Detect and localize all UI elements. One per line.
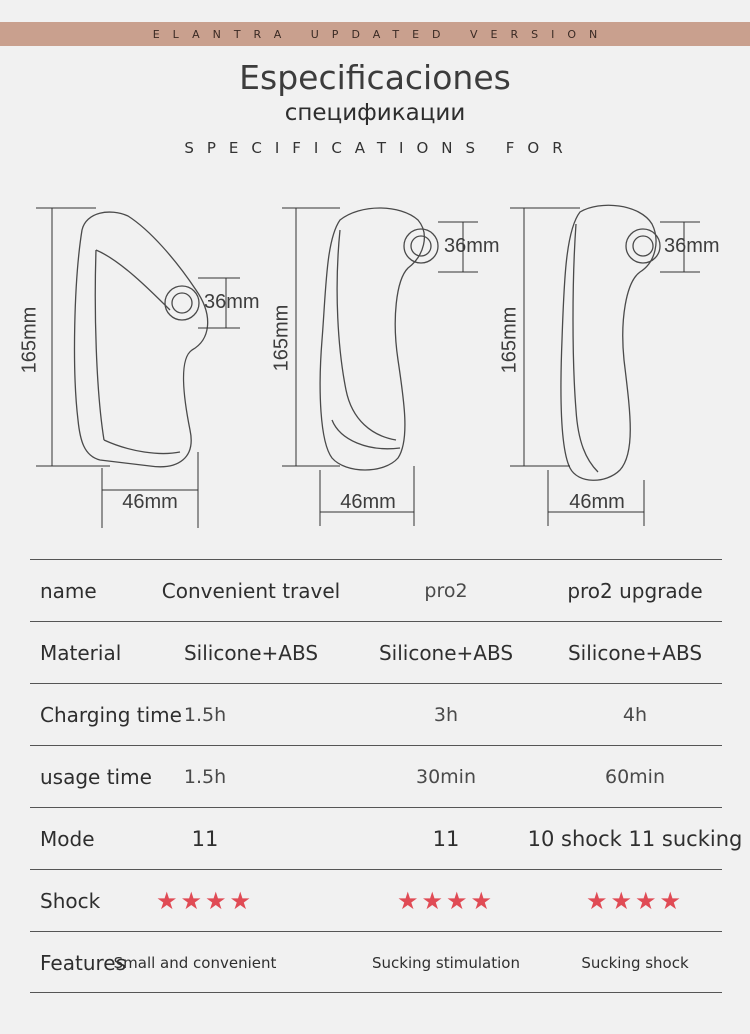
cell-value: Convenient travel [161,579,341,603]
device1-outline [75,212,208,467]
star-rating: ★★★★ [155,887,255,915]
cell-value: pro2 [424,580,468,602]
device2-height-label: 165mm [270,304,293,372]
row-label: Material [40,641,122,665]
device1-height-label: 165mm [18,306,41,374]
cell-value: Silicone+ABS [567,641,703,665]
row-label: usage time [40,765,152,789]
table-row-features [30,931,722,993]
row-label: Charging time [40,703,182,727]
device2-head-label: 36mm [444,235,500,257]
row-label: Shock [40,889,101,913]
cell-value: pro2 upgrade [567,579,703,603]
device2-outline [320,208,438,470]
device2-width-label: 46mm [340,491,396,513]
title-english: SPECIFICATIONS FOR [184,139,576,157]
table-row-mode [30,807,743,869]
table-row-name [30,559,722,621]
cell-value: Small and convenient [113,954,277,972]
cell-value: 10 shock 11 sucking [527,827,743,851]
title-russian: спецификации [284,100,466,126]
cell-value: Silicone+ABS [183,641,319,665]
device3-height-label: 165mm [498,306,521,374]
cell-value: 11 [191,827,219,851]
cell-value: 3h [433,704,459,726]
cell-value: 1.5h [183,704,227,726]
cell-value: Sucking stimulation [371,954,520,972]
device1-head-label: 36mm [204,291,260,313]
dimension-drawings [0,190,750,540]
cell-value: Silicone+ABS [378,641,514,665]
star-rating: ★★★★ [396,887,496,915]
top-banner [0,22,750,46]
cell-value: 60min [604,766,665,788]
row-label: Mode [40,827,95,851]
device3-head-label: 36mm [664,235,720,257]
table-row-charging-time [30,683,722,745]
device3-width-label: 46mm [569,491,625,513]
cell-value: 1.5h [183,766,227,788]
product-dimension-diagram [0,190,750,540]
cell-value: Sucking shock [581,954,689,972]
star-rating: ★★★★ [585,887,685,915]
title-spanish: Especificaciones [239,58,511,97]
cell-value: 11 [432,827,460,851]
row-label: name [40,579,97,603]
cell-value: 30min [415,766,476,788]
device1-width-label: 46mm [122,491,178,513]
table-row-shock [30,869,722,931]
device3-outline [561,205,660,480]
row-label: Features [40,951,126,975]
cell-value: 4h [622,704,648,726]
table-row-usage-time [30,745,722,807]
banner-text: ELANTRA UPDATED VERSION [152,27,611,41]
table-row-material [30,621,722,683]
device1-dimension-lines [36,208,240,528]
spec-table [30,559,743,993]
